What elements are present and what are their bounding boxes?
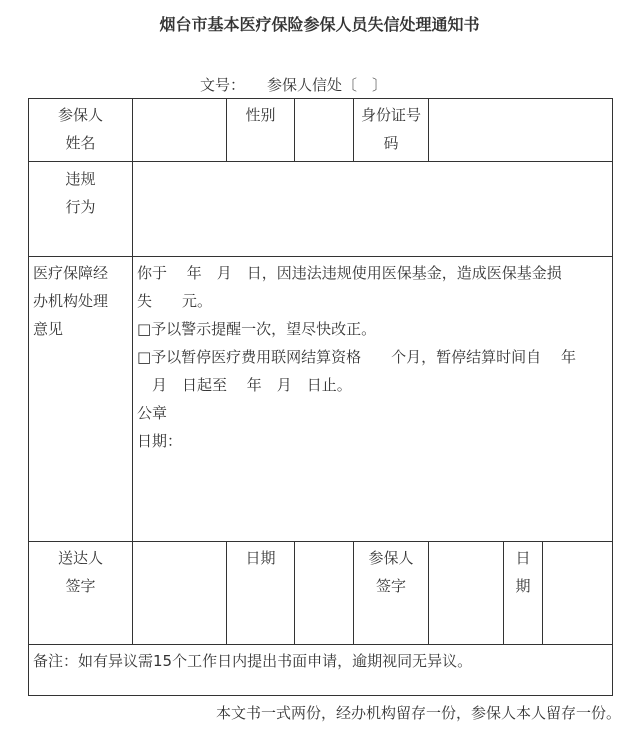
name-label [28, 101, 133, 157]
deliverer-label [28, 544, 133, 600]
violation-label [28, 165, 133, 221]
deliverer-label-line1: 送达人 [57, 549, 103, 567]
deliver-date-label: 日期 [245, 549, 276, 567]
document-title: 烟台市基本医疗保险参保人员失信处理通知书 [159, 15, 480, 34]
opinion-label-line1: 医疗保障经 [33, 264, 109, 282]
insured-label-line2: 签字 [375, 577, 406, 595]
id-label-line1: 身份证号 [360, 106, 421, 124]
deliver-date-input-cell[interactable] [294, 541, 354, 645]
insured-label-line1: 参保人 [368, 549, 414, 567]
opinion-label-line2: 办机构处理 [33, 292, 109, 310]
opinion-line-1: 你于 年 月 日，因违法违规使用医保基金，造成医保基金损 [137, 264, 562, 282]
name-label-line2: 姓名 [65, 134, 96, 152]
remark-text: 备注：如有异议需15个工作日内提出书面申请，逾期视同无异议。 [33, 652, 473, 670]
insured-date-input-cell[interactable] [542, 541, 613, 645]
insured-label [353, 544, 429, 600]
gender-input-cell[interactable] [294, 98, 354, 162]
opinion-label [33, 259, 108, 343]
deliverer-sign-cell[interactable] [132, 541, 227, 645]
name-label-line1: 参保人 [57, 106, 103, 124]
opinion-date-label: 日期： [137, 432, 183, 450]
violation-label-line1: 违规 [65, 170, 96, 188]
insured-date-label [503, 544, 543, 600]
notice-table [28, 98, 613, 696]
id-label [353, 101, 429, 157]
violation-input-cell[interactable] [132, 161, 613, 257]
insured-date-label-line1: 日 [515, 549, 531, 567]
opinion-content [137, 259, 576, 455]
footer-note: 本文书一式两份，经办机构留存一份，参保人本人留存一份。 [215, 704, 621, 722]
insured-date-label-line2: 期 [515, 577, 531, 595]
name-input-cell[interactable] [132, 98, 227, 162]
gender-label: 性别 [245, 106, 276, 124]
opinion-line-2: 失 元。 [137, 292, 213, 310]
insured-sign-cell[interactable] [428, 541, 504, 645]
id-input-cell[interactable] [428, 98, 613, 162]
violation-label-line2: 行为 [65, 198, 96, 216]
seal-label: 公章 [137, 404, 168, 422]
doc-number [200, 74, 387, 95]
opinion-label-line3: 意见 [33, 320, 64, 338]
id-label-line2: 码 [383, 134, 399, 152]
warning-option[interactable]: □予以警示提醒一次，望尽快改正。 [137, 320, 377, 338]
opinion-line-5: 月 日起至 年 月 日止。 [137, 376, 352, 394]
doc-number-label: 文号： [200, 76, 246, 94]
doc-number-value: 参保人信处〔 〕 [267, 76, 388, 94]
deliverer-label-line2: 签字 [65, 577, 96, 595]
suspension-option[interactable]: □予以暂停医疗费用联网结算资格 个月，暂停结算时间自 年 [137, 348, 576, 366]
